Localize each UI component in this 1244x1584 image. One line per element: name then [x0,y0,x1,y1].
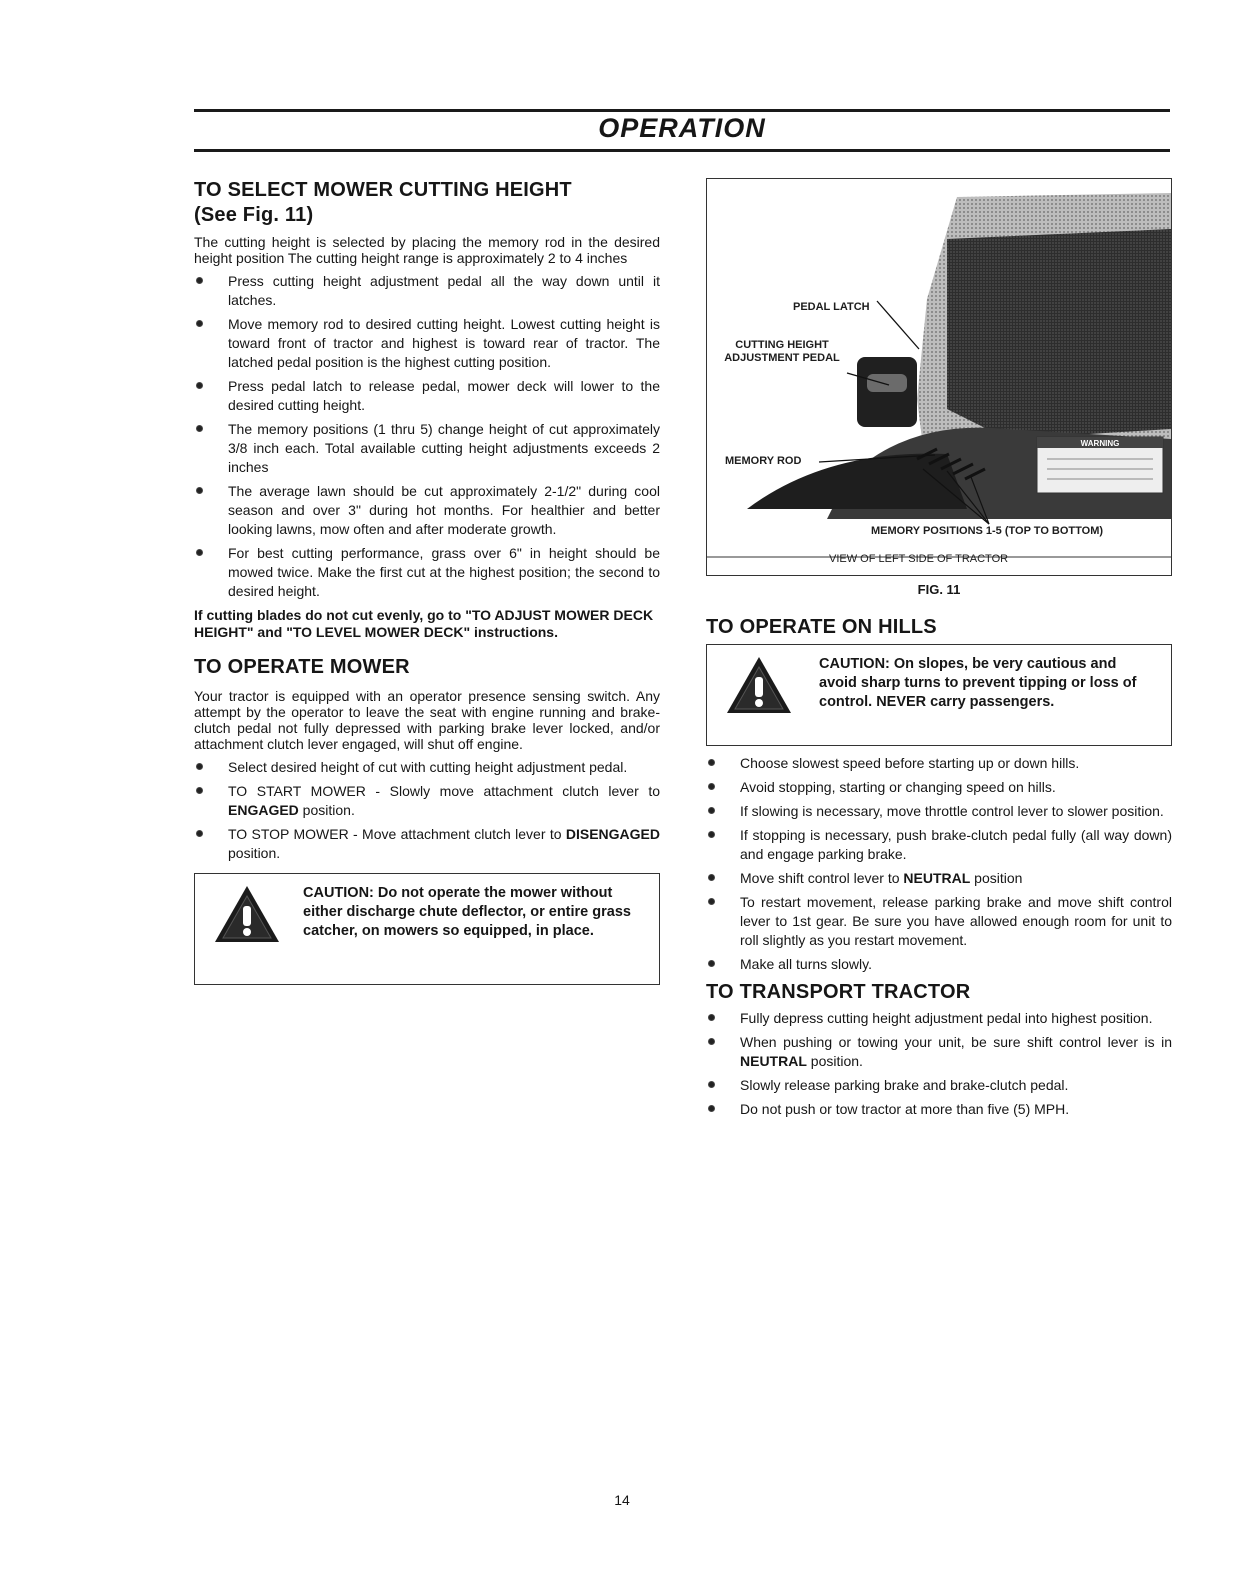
list-item [706,826,1172,864]
list-item-text: Move memory rod to desired cutting height. Lowest cutting height is toward front of tractor and highest is toward rear of tractor. The latched pedal position is the highest cutting position. [228,316,660,370]
operate-mower-heading: TO OPERATE MOWER [194,656,410,678]
list-item [194,544,660,601]
figure-11-box [706,178,1172,576]
uneven-cut-note: If cutting blades do not cut evenly, go to "TO ADJUST MOWER DECK HEIGHT" and "TO LEVEL MOWER DECK" instructions. [194,607,654,640]
list-item [194,758,660,777]
warning-triangle-icon [213,884,281,944]
select-height-title: TO SELECT MOWER CUTTING HEIGHT [194,179,572,201]
bullet-icon [708,898,715,905]
engaged-term: ENGAGED [228,802,299,818]
bullet-icon [708,1038,715,1045]
list-item [194,482,660,539]
transport-list [706,1009,1172,1119]
label-pedal-latch: PEDAL LATCH [793,301,870,313]
label-view-left-side: VIEW OF LEFT SIDE OF TRACTOR [829,553,1009,565]
bullet-icon [708,874,715,881]
figure-caption: FIG. 11 [917,582,961,597]
list-item [706,754,1172,773]
list-item-text-end: position. [806,1053,863,1069]
bullet-icon [708,831,715,838]
list-item [706,869,1172,888]
neutral-term: NEUTRAL [903,870,971,886]
operate-mower-intro: Your tractor is equipped with an operator presence sensing switch. Any attempt by the operator to leave the seat with engine running and brake-clutch pedal not fully depressed with parking brake lever locked, and/or attachment clutch lever engaged, will shut off engine. [194,688,660,752]
transport-heading: TO TRANSPORT TRACTOR [706,981,971,1003]
bullet-icon [708,759,715,766]
section-header [194,104,1170,156]
list-item-text: TO START MOWER - Slowly move attachment clutch lever to [228,783,660,799]
list-item-text: Do not push or tow tractor at more than five (5) MPH. [740,1101,1070,1117]
operate-mower-list [194,758,660,863]
list-item [706,893,1172,950]
list-item-text: Select desired height of cut with cutting height adjustment pedal. [228,759,628,775]
list-item [706,1009,1172,1028]
select-height-list [194,272,660,601]
list-item [194,272,660,310]
bullet-icon [196,320,203,327]
list-item-text: The average lawn should be cut approximately 2-1/2" during cool season and over 3" during hot months. For healthier and better looking lawns, mow often and after moderate growth. [228,483,660,537]
list-item [194,377,660,415]
list-item [194,315,660,372]
bullet-icon [708,807,715,814]
select-height-heading [194,178,660,228]
list-item-text: Choose slowest speed before starting up or down hills. [740,755,1080,771]
label-cutting-height-line1: CUTTING HEIGHT [735,339,829,351]
list-item-text: If stopping is necessary, push brake-clutch pedal fully (all way down) and engage parking brake. [740,827,1172,862]
list-item-text-end: position. [298,802,355,818]
mower-caution-text: CAUTION: Do not operate the mower without either discharge chute deflector, or entire grass catcher, on mowers so equipped, in place. [303,885,631,939]
list-item [706,1033,1172,1071]
list-item-text: When pushing or towing your unit, be sure shift control lever is in [740,1034,1172,1050]
right-column [706,178,1172,1125]
list-item-text: To restart movement, release parking brake and move shift control lever to 1st gear. Be sure you have allowed enough room for unit to roll slightly as you restart movement. [740,894,1172,948]
page-number: 14 [614,1492,630,1508]
list-item-text: Slowly release parking brake and brake-clutch pedal. [740,1077,1069,1093]
page-title: OPERATION [598,113,766,143]
list-item [706,1076,1172,1095]
warning-triangle-icon [725,655,793,715]
tractor-left-side-illustration [707,179,1171,575]
list-item [194,420,660,477]
bullet-icon [708,1014,715,1021]
list-item-text: TO STOP MOWER - Move attachment clutch lever to [228,826,566,842]
mower-caution-box [194,873,660,985]
list-item-text: Fully depress cutting height adjustment pedal into highest position. [740,1010,1153,1026]
label-cutting-height [707,339,857,365]
list-item [706,955,1172,974]
label-cutting-height-line2: ADJUSTMENT PEDAL [724,352,840,364]
list-item [194,782,660,820]
bullet-icon [196,487,203,494]
bullet-icon [708,960,715,967]
bullet-icon [196,549,203,556]
header-rule-top [194,109,1170,112]
bullet-icon [708,1105,715,1112]
list-item-text: Move shift control lever to [740,870,904,886]
hills-caution-text: CAUTION: On slopes, be very cautious and avoid sharp turns to prevent tipping or loss of control. NEVER carry passengers. [819,656,1137,710]
bullet-icon [708,1081,715,1088]
label-memory-positions: MEMORY POSITIONS 1-5 (TOP TO BOTTOM) [871,525,1104,537]
hills-heading: TO OPERATE ON HILLS [706,616,937,638]
disengaged-term: DISENGAGED [565,826,660,842]
list-item-text: Press pedal latch to release pedal, mower deck will lower to the desired cutting height. [228,378,660,413]
list-item-text: The memory positions (1 thru 5) change height of cut approximately 3/8 inch each. Total available cutting height adjustments exceeds 2 inches [228,421,660,475]
bullet-icon [196,277,203,284]
bullet-icon [196,763,203,770]
list-item-text: Make all turns slowly. [740,956,873,972]
hills-caution-box [706,644,1172,746]
left-column [194,178,660,985]
bullet-icon [196,382,203,389]
bullet-icon [196,425,203,432]
list-item-text-end: position [970,870,1023,886]
warning-decal-label: WARNING [1080,439,1120,448]
neutral-term: NEUTRAL [740,1053,807,1069]
bullet-icon [196,787,203,794]
label-memory-rod: MEMORY ROD [725,455,802,467]
list-item [706,778,1172,797]
list-item-text: For best cutting performance, grass over 6" in height should be mowed twice. Make the first cut at the highest position; the second to desired height. [228,545,660,599]
list-item-text: Avoid stopping, starting or changing speed on hills. [740,779,1056,795]
list-item [706,1100,1172,1119]
select-height-subtitle: (See Fig. 11) [194,204,314,226]
list-item-text: Press cutting height adjustment pedal all the way down until it latches. [228,273,660,308]
bullet-icon [196,830,203,837]
header-rule-bottom [194,149,1170,152]
list-item [706,802,1172,821]
hills-list [706,754,1172,974]
bullet-icon [708,783,715,790]
list-item [194,825,660,863]
list-item-text-end: position. [228,845,281,861]
select-height-intro: The cutting height is selected by placing the memory rod in the desired height position The cutting height range is approximately 2 to 4 inches [194,234,660,266]
list-item-text: If slowing is necessary, move throttle control lever to slower position. [740,803,1164,819]
